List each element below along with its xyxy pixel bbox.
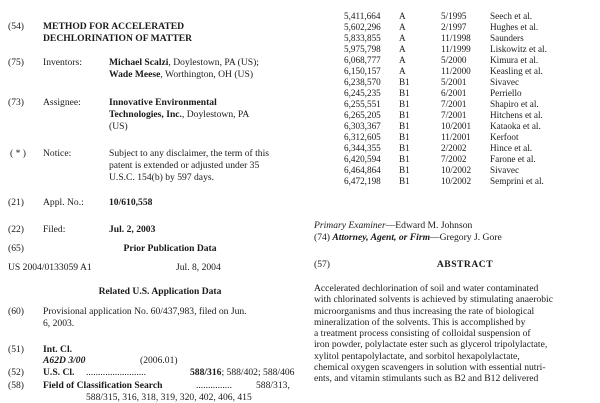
us-cl-label: U.S. Cl.	[43, 367, 75, 378]
ref-name: Perriello	[490, 88, 522, 98]
prior-pub-heading: Prior Publication Data	[123, 243, 217, 254]
ref-number: 6,238,570	[344, 77, 381, 87]
references-table	[300, 0, 600, 250]
ref-number: 6,255,551	[344, 99, 381, 109]
ref-number: 6,472,198	[344, 176, 381, 186]
us-cl-values	[190, 367, 294, 378]
reference-row	[300, 66, 600, 77]
ref-number: 6,464,864	[344, 165, 381, 175]
related-line2: 6, 2003.	[43, 318, 75, 329]
attorney-line	[314, 232, 502, 243]
abstract-code: (57)	[314, 259, 330, 270]
reference-row	[300, 99, 600, 110]
ref-name: Shapiro et al.	[490, 99, 539, 109]
ref-kind: B1	[399, 176, 410, 186]
appl-number: 10/610,558	[109, 197, 153, 208]
ref-date: 11/1998	[441, 33, 471, 43]
right-column	[300, 0, 600, 400]
ref-date: 7/2002	[441, 154, 467, 164]
field-dots: ...............	[196, 380, 232, 391]
ref-kind: B1	[399, 110, 410, 120]
assignee-line3: (US)	[109, 121, 128, 132]
ref-kind: A	[399, 22, 406, 32]
ref-date: 5/1995	[441, 11, 467, 21]
ref-number: 5,411,664	[344, 11, 381, 21]
ref-kind: A	[399, 44, 406, 54]
ref-date: 5/2000	[441, 55, 467, 65]
reference-row	[300, 33, 600, 44]
ref-date: 7/2001	[441, 99, 467, 109]
ref-name: Kerfoot	[490, 132, 519, 142]
ref-number: 6,150,157	[344, 66, 381, 76]
field-label: Field of Classification Search	[43, 380, 163, 391]
attorney-label: Attorney, Agent, or Firm	[332, 232, 431, 243]
ref-number: 5,602,296	[344, 22, 381, 32]
ref-number: 6,312,605	[344, 132, 381, 142]
abstract-heading: ABSTRACT	[436, 259, 494, 270]
patent-title-line1: METHOD FOR ACCELERATED	[43, 21, 185, 32]
field-line2: 588/315, 316, 318, 319, 320, 402, 406, 415	[86, 392, 252, 403]
ref-date: 11/2000	[441, 66, 471, 76]
ref-name: Keasling et al.	[490, 66, 543, 76]
reference-row	[300, 110, 600, 121]
title-code: (54)	[8, 21, 24, 32]
patent-title-line2: DECHLORINATION OF MATTER	[43, 33, 193, 44]
assignee-line2	[109, 109, 249, 120]
ref-date: 10/2002	[441, 176, 472, 186]
ref-kind: B1	[399, 154, 410, 164]
filed-label: Filed:	[43, 224, 66, 235]
ref-kind: A	[399, 66, 406, 76]
assignee-code: (73)	[8, 97, 24, 108]
ref-number: 6,420,594	[344, 154, 381, 164]
reference-row	[300, 44, 600, 55]
inventor-2	[109, 69, 253, 80]
ref-date: 2/2002	[441, 143, 467, 153]
inventor-2-name: Wade Meese	[109, 69, 161, 80]
ref-kind: B1	[399, 88, 410, 98]
reference-row	[300, 154, 600, 165]
ref-number: 5,975,798	[344, 44, 381, 54]
notice-label: Notice:	[43, 148, 72, 159]
appl-code: (21)	[8, 197, 24, 208]
ref-kind: A	[399, 33, 406, 43]
ref-number: 6,303,367	[344, 121, 381, 131]
related-line1: Provisional application No. 60/437,983, filed on Jun.	[43, 306, 247, 317]
assignee-line1: Innovative Environmental	[109, 97, 217, 108]
ref-date: 10/2002	[441, 165, 472, 175]
ref-kind: B1	[399, 132, 410, 142]
int-cl-class: A62D 3/00	[43, 355, 86, 366]
ref-name: Kimura et al.	[490, 55, 539, 65]
assignee-location: , Doylestown, PA	[181, 109, 250, 120]
related-code: (60)	[8, 306, 24, 317]
ref-date: 10/2001	[441, 121, 472, 131]
abstract-line: a treatment process consisting of colloidal suspension of	[314, 328, 531, 340]
us-cl-code: (52)	[8, 367, 24, 378]
prior-pub-code: (65)	[8, 243, 24, 254]
ref-kind: B1	[399, 99, 410, 109]
prior-pub-date: Jul. 8, 2004	[176, 262, 221, 273]
inventor-1-name: Michael Scalzi	[109, 57, 169, 68]
examiner-label: Primary Examiner	[314, 220, 386, 231]
assignee-company: Technologies, Inc.	[109, 109, 182, 120]
ref-date: 7/2001	[441, 110, 467, 120]
ref-date: 6/2001	[441, 88, 467, 98]
inventor-2-location: , Worthington, OH (US)	[160, 69, 254, 80]
filed-code: (22)	[8, 224, 24, 235]
ref-date: 11/2001	[441, 132, 471, 142]
field-value: 588/313,	[256, 380, 290, 391]
int-cl-code: (51)	[8, 344, 24, 355]
ref-number: 6,068,777	[344, 55, 381, 65]
abstract-body	[314, 283, 597, 385]
ref-name: Hince et al.	[490, 143, 533, 153]
ref-name: Sivavec	[490, 77, 520, 87]
attorney-code: (74)	[314, 232, 330, 243]
ref-name: Farone et al.	[490, 154, 536, 164]
ref-date: 11/1999	[441, 44, 471, 54]
reference-row	[300, 22, 600, 33]
abstract-line: microorganisms and thus increasing the rate of biological	[314, 305, 535, 317]
abstract-line: mineralization of the solvents. This is accomplished by	[314, 316, 526, 328]
appl-label: Appl. No.:	[43, 197, 84, 208]
reference-row	[300, 11, 600, 22]
ref-kind: B1	[399, 143, 410, 153]
abstract-line: iron powder, polylactate ester such as glycerol tripolylactate,	[314, 339, 548, 351]
ref-kind: A	[399, 11, 406, 21]
int-cl-label: Int. Cl.	[43, 344, 73, 355]
ref-name: Liskowitz et al.	[490, 44, 547, 54]
ref-name: Hitchens et al.	[490, 110, 543, 120]
ref-kind: B1	[399, 77, 410, 87]
reference-row	[300, 143, 600, 154]
abstract-line: ents, and vitamin stimulants such as B2 and B12 delivered	[314, 373, 539, 385]
us-cl-rest: ; 588/402; 588/406	[221, 367, 295, 378]
prior-pub-doc: US 2004/0133059 A1	[8, 262, 92, 273]
examiner-line	[314, 220, 472, 231]
ref-name: Saunders	[490, 33, 524, 43]
reference-row	[300, 165, 600, 176]
reference-row	[300, 121, 600, 132]
us-cl-dots: .........................	[86, 367, 146, 378]
abstract-line: with chlorinated solvents is achieved by stimulating anaerobic	[314, 294, 553, 306]
inventor-1-location: , Doylestown, PA (US);	[168, 57, 259, 68]
inventors-label: Inventors:	[43, 57, 82, 68]
reference-row	[300, 55, 600, 66]
reference-row	[300, 88, 600, 99]
ref-name: Hughes et al.	[490, 22, 539, 32]
related-heading: Related U.S. Application Data	[98, 286, 222, 297]
filed-date: Jul. 2, 2003	[109, 224, 156, 235]
ref-number: 5,833,855	[344, 33, 381, 43]
inventor-1	[109, 57, 259, 68]
notice-line2: patent is extended or adjusted under 35	[109, 160, 260, 171]
abstract-line: Accelerated dechlorination of soil and water contaminated	[314, 283, 539, 294]
ref-kind: B1	[399, 121, 410, 131]
notice-line1: Subject to any disclaimer, the term of this	[109, 148, 270, 159]
ref-date: 5/2001	[441, 77, 467, 87]
notice-code: ( * )	[10, 148, 26, 159]
abstract-line: xylitol pentapolylactate, and sorbitol hexapolylactate,	[314, 350, 520, 362]
ref-name: Kataoka et al.	[490, 121, 541, 131]
ref-name: Sivavec	[490, 165, 520, 175]
ref-name: Seech et al.	[490, 11, 533, 21]
abstract-line: chemical oxygen scavengers in solution with essential nutri-	[314, 362, 546, 374]
ref-date: 2/1997	[441, 22, 467, 32]
ref-kind: A	[399, 55, 406, 65]
reference-row	[300, 132, 600, 143]
inventors-code: (75)	[8, 57, 24, 68]
notice-line3: U.S.C. 154(b) by 597 days.	[109, 172, 214, 183]
ref-number: 6,344,355	[344, 143, 381, 153]
reference-row	[300, 176, 600, 187]
ref-number: 6,265,205	[344, 110, 381, 120]
ref-kind: B1	[399, 165, 410, 175]
examiner-name: —Edward M. Johnson	[385, 220, 473, 231]
assignee-label: Assignee:	[43, 97, 81, 108]
ref-number: 6,245,235	[344, 88, 381, 98]
int-cl-year: (2006.01)	[140, 355, 178, 366]
us-cl-main: 588/316	[190, 367, 222, 378]
field-code: (58)	[8, 380, 24, 391]
reference-row	[300, 77, 600, 88]
ref-name: Semprini et al.	[490, 176, 544, 186]
attorney-name: —Gregory J. Gore	[430, 232, 502, 243]
